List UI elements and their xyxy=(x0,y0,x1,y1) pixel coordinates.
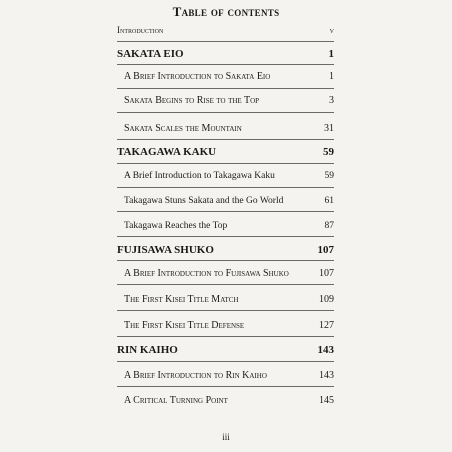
toc-entry-label: The First Kisei Title Match xyxy=(124,294,239,305)
toc-entry-page: 107 xyxy=(319,268,334,279)
toc-entry-page: 143 xyxy=(319,370,334,381)
toc-entry-page: 143 xyxy=(317,344,334,356)
section-divider xyxy=(117,361,334,362)
toc-entry-page: 87 xyxy=(324,221,334,231)
toc-entry-page: 107 xyxy=(317,244,334,256)
toc-entry-label: A Brief Introduction to Takagawa Kaku xyxy=(124,171,275,181)
toc-entry-2[interactable] xyxy=(117,69,334,85)
section-divider xyxy=(117,336,334,337)
toc-entry-label: Introduction xyxy=(117,25,164,35)
section-divider xyxy=(117,112,334,113)
toc-entry-label: A Critical Turning Point xyxy=(124,395,228,406)
section-divider xyxy=(117,284,334,285)
toc-entry-label: FUJISAWA SHUKO xyxy=(117,244,214,256)
toc-entry-11[interactable] xyxy=(117,292,334,308)
toc-entry-13[interactable] xyxy=(117,342,334,358)
toc-entry-label: The First Kisei Title Defense xyxy=(124,320,245,331)
toc-entry-label: TAKAGAWA KAKU xyxy=(117,146,217,158)
toc-entry-4[interactable] xyxy=(117,121,334,137)
section-divider xyxy=(117,64,334,65)
toc-entry-label: Takagawa Reaches the Top xyxy=(124,221,228,231)
toc-title: Table of contents xyxy=(172,4,280,19)
section-divider xyxy=(117,310,334,311)
section-divider xyxy=(117,139,334,140)
toc-entry-10[interactable] xyxy=(117,266,334,282)
toc-entry-page: 1 xyxy=(329,71,334,82)
toc-entry-page: 109 xyxy=(319,294,334,305)
toc-entry-page: 127 xyxy=(319,320,334,331)
toc-entry-1[interactable] xyxy=(117,46,334,62)
section-divider xyxy=(117,386,334,387)
toc-entry-label: SAKATA EIO xyxy=(117,48,184,60)
toc-entry-page: 145 xyxy=(319,395,334,406)
toc-entry-page: 61 xyxy=(324,196,334,206)
toc-entry-label: RIN KAIHO xyxy=(117,344,178,356)
toc-entry-label: Takagawa Stuns Sakata and the Go World xyxy=(124,196,284,206)
page-folio: iii xyxy=(222,432,230,442)
toc-entry-8[interactable] xyxy=(117,218,334,234)
section-divider xyxy=(117,211,334,212)
toc-entry-5[interactable] xyxy=(117,144,334,160)
section-divider xyxy=(117,41,334,42)
toc-entry-15[interactable] xyxy=(117,393,334,409)
section-divider xyxy=(117,88,334,89)
toc-entry-12[interactable] xyxy=(117,318,334,334)
section-divider xyxy=(117,163,334,164)
toc-entry-14[interactable] xyxy=(117,368,334,384)
toc-entry-label: Sakata Scales the Mountain xyxy=(124,123,242,134)
toc-entry-label: A Brief Introduction to Fujisawa Shuko xyxy=(124,268,289,279)
toc-entry-9[interactable] xyxy=(117,242,334,258)
toc-entry-label: Sakata Begins to Rise to the Top xyxy=(124,95,260,106)
section-divider xyxy=(117,187,334,188)
toc-entry-page: 3 xyxy=(329,95,334,106)
toc-entry-7[interactable] xyxy=(117,193,334,209)
toc-entry-label: A Brief Introduction to Rin Kaiho xyxy=(124,370,267,381)
toc-entry-page: v xyxy=(329,25,334,35)
toc-entry-3[interactable] xyxy=(117,93,334,109)
toc-entry-page: 59 xyxy=(324,171,334,181)
toc-entry-label: A Brief Introduction to Sakata Eio xyxy=(124,71,271,82)
toc-entry-page: 31 xyxy=(324,123,334,134)
section-divider xyxy=(117,236,334,237)
toc-entry-page: 1 xyxy=(328,48,334,60)
section-divider xyxy=(117,260,334,261)
toc-entry-0[interactable] xyxy=(117,22,334,38)
toc-entry-page: 59 xyxy=(323,146,334,158)
toc-entry-6[interactable] xyxy=(117,168,334,184)
